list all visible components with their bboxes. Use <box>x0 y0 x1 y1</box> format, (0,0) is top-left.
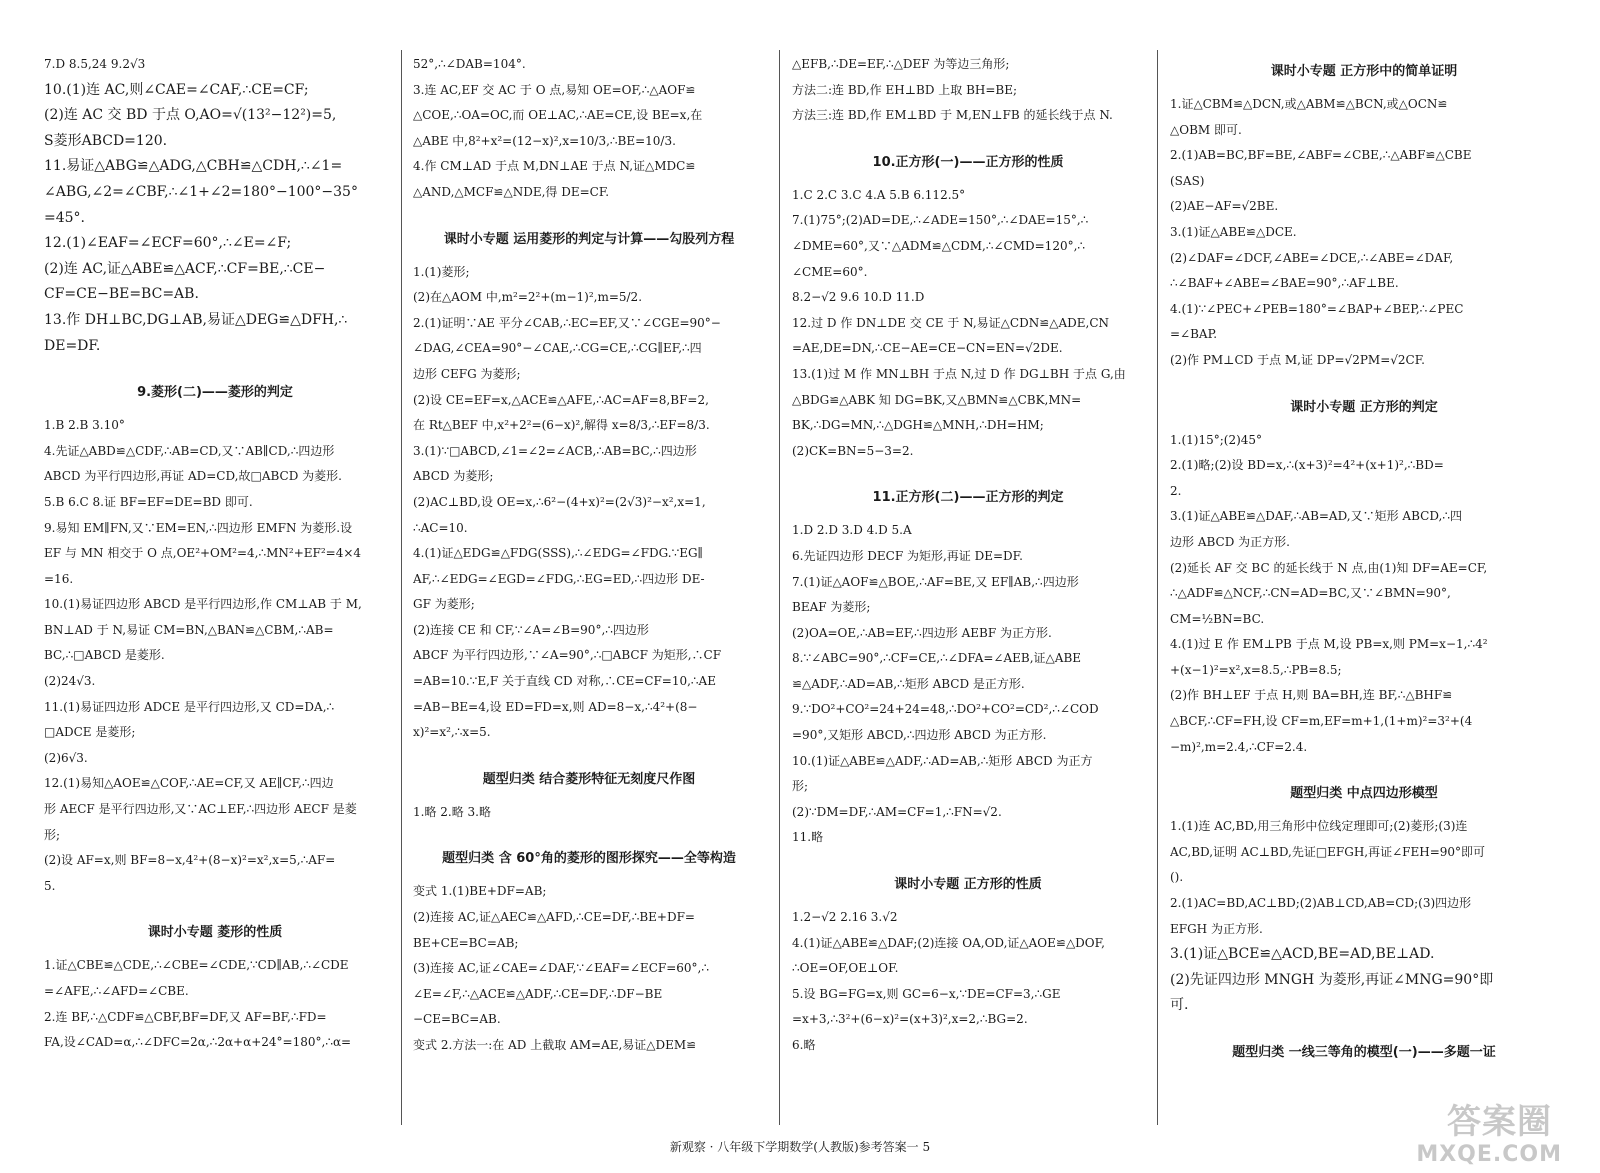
answer-line: ∠ABG,∠2=∠CBF,∴∠1+∠2=180°−100°−35° <box>44 183 358 200</box>
answer-line: 2.(1)略;(2)设 BD=x,∴(x+3)²=4²+(x+1)²,∴BD= <box>1170 458 1444 473</box>
answer-line: 5.设 BG=FG=x,则 GC=6−x,∵DE=CF=3,∴GE <box>792 986 1061 1001</box>
answer-line: ∴AC=10. <box>413 520 468 535</box>
watermark-url: MXQE.COM <box>1416 1142 1562 1167</box>
answer-line: 7.(1)证△AOF≌△BOE,∴AF=BE,又 EF∥AB,∴四边形 <box>792 574 1079 589</box>
answer-line: 7.(1)75°;(2)AD=DE,∴∠ADE=150°,∴∠DAE=15°,∴ <box>792 213 1089 228</box>
answer-line: 1.(1)15°;(2)45° <box>1170 432 1263 447</box>
answer-line: 8.2−√2 9.6 10.D 11.D <box>792 290 925 305</box>
answer-line: 13.作 DH⊥BC,DG⊥AB,易证△DEG≌△DFH,∴ <box>44 311 348 328</box>
answer-line: 13.(1)过 M 作 MN⊥BH 于点 N,过 D 作 DG⊥BH 于点 G,由 <box>792 366 1126 381</box>
column-divider <box>401 50 402 1125</box>
answer-line: =AB=10.∵E,F 关于直线 CD 对称,∴CE=CF=10,∴AE <box>413 674 716 689</box>
answer-line: △BCF,∴CF=FH,设 CF=m,EF=m+1,(1+m)²=3²+(4 <box>1170 714 1473 729</box>
answer-line: (2)先证四边形 MNGH 为菱形,再证∠MNG=90°即 <box>1170 971 1494 988</box>
section-heading: 题型归类 结合菱形特征无刻度尺作图 <box>482 771 696 787</box>
answer-line: 4.(1)证△ABE≌△DAF;(2)连接 OA,OD,证△AOE≌△DOF, <box>792 935 1105 950</box>
answer-line: 1.D 2.D 3.D 4.D 5.A <box>792 523 912 538</box>
answer-line: BK,∴DG=MN,∴△DGH≌△MNH,∴DH=HM; <box>792 418 1044 433</box>
answer-line: 2.(1)AC=BD,AC⊥BD;(2)AB⊥CD,AB=CD;(3)四边形 <box>1170 896 1472 911</box>
answer-line: =16. <box>44 571 74 586</box>
answer-line: 边形 ABCD 为正方形. <box>1170 534 1290 549</box>
answer-line: (2)作 BH⊥EF 于点 H,则 BA=BH,连 BF,∴△BHF≌ <box>1170 688 1453 703</box>
answer-line: DE=DF. <box>44 337 101 354</box>
answer-line: △ABE 中,8²+x²=(12−x)²,x=10/3,∴BE=10/3. <box>413 133 676 148</box>
answer-line: ABCF 为平行四边形,∵∠A=90°,∴□ABCF 为矩形,∴CF <box>413 648 722 663</box>
column-4 <box>1170 52 1558 1124</box>
answer-line: EF 与 MN 相交于 O 点,OE²+OM²=4,∴MN²+EF²=4×4 <box>44 546 362 561</box>
answer-line: 4.(1)过 E 作 EM⊥PB 于点 M,设 PB=x,则 PM=x−1,∴4² <box>1170 637 1488 652</box>
answer-line: △OBM 即可. <box>1170 122 1242 137</box>
answer-line: (2)6√3. <box>44 750 88 765</box>
answer-line: 1.证△CBM≌△DCN,或△ABM≌△BCN,或△OCN≌ <box>1170 97 1448 111</box>
answer-line: △EFB,∴DE=EF,∴△DEF 为等边三角形; <box>792 57 1010 71</box>
answer-line: 4.先证△ABD≌△CDF,∴AB=CD,又∵AB∥CD,∴四边形 <box>44 443 335 458</box>
answer-line: (2)连接 CE 和 CF,∵∠A=∠B=90°,∴四边形 <box>413 622 649 637</box>
answer-line: △AND,△MCF≌△NDE,得 DE=CF. <box>413 184 610 199</box>
answer-line: 1.C 2.C 3.C 4.A 5.B 6.112.5° <box>792 187 966 202</box>
answer-line: BE+CE=BC=AB; <box>413 935 519 950</box>
answer-line: ∠DME=60°,又∵△ADM≌△CDM,∴∠CMD=120°,∴ <box>792 238 1086 253</box>
answer-line: □ADCE 是菱形; <box>44 725 136 740</box>
answer-line: 11.略 <box>792 830 824 845</box>
section-heading: 课时小专题 正方形的判定 <box>1290 399 1438 415</box>
answer-line: GF 为菱形; <box>413 597 475 612</box>
answer-line: 12.(1)易知△AOE≌△COF,∴AE=CF,又 AE∥CF,∴四边 <box>44 776 334 791</box>
answer-line: (2)∠DAF=∠DCF,∠ABE=∠DCE,∴∠ABE=∠DAF, <box>1170 250 1454 265</box>
answer-line: ABCD 为平行四边形,再证 AD=CD,故□ABCD 为菱形. <box>44 469 342 484</box>
answer-line: (2)OA=OE,∴AB=EF,∴四边形 AEBF 为正方形. <box>792 625 1052 640</box>
section-heading: 题型归类 含 60°角的菱形的图形探究——全等构造 <box>442 851 736 867</box>
answer-line: =∠BAP. <box>1170 327 1218 342</box>
answer-line: 6.先证四边形 DECF 为矩形,再证 DE=DF. <box>792 548 1023 563</box>
answer-line: 形; <box>44 827 61 842</box>
answer-line: (2)连 AC 交 BD 于点 O,AO=√(13²−12²)=5, <box>44 107 337 124</box>
answer-line: (2)AE−AF=√2BE. <box>1170 199 1279 214</box>
answer-line: ≌△ADF,∴AD=AB,∴矩形 ABCD 是正方形. <box>792 676 1025 691</box>
answer-line: 2. <box>1170 483 1182 498</box>
answer-line: 2.(1)证明∵AE 平分∠CAB,∴EC=EF,又∵∠CGE=90°− <box>413 315 721 330</box>
answer-line: 1.证△CBE≌△CDE,∴∠CBE=∠CDE,∵CD∥AB,∴∠CDE <box>44 958 349 973</box>
answer-line: 6.略 <box>792 1038 816 1052</box>
answer-line: (SAS) <box>1170 173 1205 188</box>
answer-line: =45°. <box>44 209 85 226</box>
answer-line: 2.连 BF,∴△CDF≌△CBF,BF=DF,又 AF=BF,∴FD= <box>44 1009 327 1024</box>
column-divider <box>1157 50 1158 1125</box>
answer-line: 变式 2.方法一:在 AD 上截取 AM=AE,易证△DEM≌ <box>413 1038 697 1052</box>
page-footer: 新观察 · 八年级下学期数学(人教版)参考答案一 5 <box>669 1140 931 1154</box>
answer-line: (2)∵DM=DF,∴AM=CF=1,∴FN=√2. <box>792 804 1002 819</box>
answer-line: (2)设 CE=EF=x,△ACE≌△AFE,∴AC=AF=8,BF=2, <box>413 392 709 407</box>
answer-line: 11.(1)易证四边形 ADCE 是平行四边形,又 CD=DA,∴ <box>44 699 335 714</box>
answer-line: △BDG≌△ABK 知 DG=BK,又△BMN≌△CBK,MN= <box>792 392 1082 407</box>
answer-line: −CE=BC=AB. <box>413 1012 501 1027</box>
answer-line: 3.(1)证△BCE≌△ACD,BE=AD,BE⊥AD. <box>1170 946 1435 963</box>
answer-line: 4.(1)∵∠PEC+∠PEB=180°=∠BAP+∠BEP,∴∠PEC <box>1170 301 1464 316</box>
section-heading: 课时小专题 正方形的性质 <box>894 877 1042 893</box>
answer-line: 3.(1)∵□ABCD,∠1=∠2=∠ACB,∴AB=BC,∴四边形 <box>413 443 697 458</box>
answer-line: ∴△ADF≌△NCF,∴CN=AD=BC,又∵∠BMN=90°, <box>1170 586 1451 601</box>
answer-line: 1.B 2.B 3.10° <box>44 418 125 433</box>
answer-line: 可. <box>1170 997 1189 1014</box>
column-3 <box>792 52 1144 1124</box>
answer-line: =∠AFE,∴∠AFD=∠CBE. <box>44 984 189 998</box>
answer-line: EFGH 为正方形. <box>1170 921 1263 936</box>
answer-line: =90°,又矩形 ABCD,∴四边形 ABCD 为正方形. <box>792 728 1047 743</box>
answer-line: −m)²,m=2.4,∴CF=2.4. <box>1170 739 1308 754</box>
answer-line: △COE,∴OA=OC,而 OE⊥AC,∴AE=CE,设 BE=x,在 <box>413 108 703 123</box>
answer-line: 12.(1)∠EAF=∠ECF=60°,∴∠E=∠F; <box>44 235 292 252</box>
answer-line: 方法二:连 BD,作 EH⊥BD 上取 BH=BE; <box>792 82 1018 97</box>
answer-line: (2)CK=BN=5−3=2. <box>792 443 914 458</box>
answer-line: (2)设 AF=x,则 BF=8−x,4²+(8−x)²=x²,x=5,∴AF= <box>44 853 336 868</box>
answer-line: 10.(1)易证四边形 ABCD 是平行四边形,作 CM⊥AB 于 M, <box>44 597 362 612</box>
answer-line: FA,设∠CAD=α,∴∠DFC=2α,∴2α+α+24°=180°,∴α= <box>44 1035 352 1050</box>
answer-line: ∠DAG,∠CEA=90°−∠CAE,∴CG=CE,∴CG∥EF,∴四 <box>413 341 702 356</box>
answer-line: (2)延长 AF 交 BC 的延长线于 N 点,由(1)知 DF=AE=CF, <box>1170 560 1488 575</box>
answer-line: 3.(1)证△ABE≌△DCE. <box>1170 224 1297 239</box>
answer-line: S菱形ABCD=120. <box>44 132 168 149</box>
answer-line: 2.(1)AB=BC,BF=BE,∠ABF=∠CBE,∴△ABF≌△CBE <box>1170 148 1472 163</box>
answer-line: 11.易证△ABG≌△ADG,△CBH≌△CDH,∴∠1= <box>44 158 343 175</box>
answer-line: (3)连接 AC,证∠CAE=∠DAF,∵∠EAF=∠ECF=60°,∴ <box>413 961 709 976</box>
section-heading: 课时小专题 菱形的性质 <box>147 925 283 941</box>
answer-line: 1.(1)连 AC,BD,用三角形中位线定理即可;(2)菱形;(3)连 <box>1170 819 1468 834</box>
answer-line: (2)连 AC,证△ABE≌△ACF,∴CF=BE,∴CE− <box>44 260 326 277</box>
answer-line: (2)作 PM⊥CD 于点 M,证 DP=√2PM=√2CF. <box>1170 352 1425 367</box>
answer-line: 1.2−√2 2.16 3.√2 <box>792 910 898 925</box>
answer-line: (2)AC⊥BD,设 OE=x,∴6²−(4+x)²=(2√3)²−x²,x=1, <box>413 494 706 509</box>
answer-line: 52°,∴∠DAB=104°. <box>413 57 526 71</box>
section-heading: 11.正方形(二)——正方形的判定 <box>872 490 1064 506</box>
section-heading: 9.菱形(二)——菱形的判定 <box>137 385 293 401</box>
answer-line: =x+3,∴3²+(6−x)²=(x+3)²,x=2,∴BG=2. <box>792 1012 1028 1027</box>
answer-line: ∴OE=OF,OE⊥OF. <box>792 961 899 976</box>
answer-line: BEAF 为菱形; <box>792 600 871 615</box>
answer-line: x)²=x²,∴x=5. <box>413 725 491 740</box>
answer-line: ∴∠BAF+∠ABE=∠BAE=90°,∴AF⊥BE. <box>1170 276 1399 291</box>
answer-line: 1.(1)菱形; <box>413 264 470 279</box>
answer-line: ∠CME=60°. <box>792 264 868 279</box>
answer-line: CM=½BN=BC. <box>1170 611 1265 626</box>
watermark-logo: 答案圈 <box>1447 1102 1552 1142</box>
answer-line: 在 Rt△BEF 中,x²+2²=(6−x)²,解得 x=8/3,∴EF=8/3. <box>413 418 710 433</box>
answer-line: 4.作 CM⊥AD 于点 M,DN⊥AE 于点 N,证△MDC≌ <box>413 159 696 174</box>
answer-line: 5.B 6.C 8.证 BF=EF=DE=BD 即可. <box>44 494 253 509</box>
answer-line: (2)24√3. <box>44 674 96 689</box>
answer-line: (). <box>1170 870 1184 885</box>
answer-line: +(x−1)²=x²,x=8.5,∴PB=8.5; <box>1170 662 1342 677</box>
column-divider <box>779 50 780 1125</box>
section-heading: 题型归类 中点四边形模型 <box>1290 786 1438 802</box>
answer-line: AC,BD,证明 AC⊥BD,先证□EFGH,再证∠FEH=90°即可 <box>1170 844 1486 859</box>
answer-line: (2)在△AOM 中,m²=2²+(m−1)²,m=5/2. <box>413 290 643 305</box>
answer-line: AF,∴∠EDG=∠EGD=∠FDG,∴EG=ED,∴四边形 DE- <box>413 571 705 586</box>
answer-line: 12.过 D 作 DN⊥DE 交 CE 于 N,易证△CDN≌△ADE,CN <box>792 315 1110 330</box>
answer-line: =AE,DE=DN,∴CE−AE=CE−CN=EN=√2DE. <box>792 341 1063 356</box>
answer-line: (2)连接 AC,证△AEC≌△AFD,∴CE=DF,∴BE+DF= <box>413 910 695 925</box>
column-1 <box>44 52 386 1124</box>
answer-line: ABCD 为菱形; <box>413 469 494 484</box>
answer-line: 形 AECF 是平行四边形,又∵AC⊥EF,∴四边形 AECF 是菱 <box>44 802 357 817</box>
answer-line: 8.∵∠ABC=90°,∴CF=CE,∴∠DFA=∠AEB,证△ABE <box>792 651 1082 666</box>
answer-line: ∠E=∠F,∴△ACE≌△ADF,∴CE=DF,∴DF−BE <box>413 986 663 1001</box>
column-2 <box>413 52 765 1124</box>
answer-line: 7.D 8.5,24 9.2√3 <box>44 57 146 71</box>
answer-line: 9.易知 EM∥FN,又∵EM=EN,∴四边形 EMFN 为菱形.设 <box>44 520 353 535</box>
answer-line: 10.(1)证△ABE≌△ADF,∴AD=AB,∴矩形 ABCD 为正方 <box>792 753 1093 768</box>
section-heading: 10.正方形(一)——正方形的性质 <box>872 154 1064 170</box>
answer-line: 边形 CEFG 为菱形; <box>413 366 521 381</box>
answer-line: 3.(1)证△ABE≌△DAF,∴AB=AD,又∵矩形 ABCD,∴四 <box>1170 509 1462 524</box>
answer-line: 4.(1)证△EDG≌△FDG(SSS),∴∠EDG=∠FDG.∵EG∥ <box>413 546 704 561</box>
section-heading: 课时小专题 正方形中的简单证明 <box>1270 64 1458 79</box>
answer-line: BN⊥AD 于 N,易证 CM=BN,△BAN≌△CBM,∴AB= <box>44 622 334 637</box>
answer-line: 形; <box>792 779 809 794</box>
answer-line: 10.(1)连 AC,则∠CAE=∠CAF,∴CE=CF; <box>44 81 309 98</box>
answer-line: 1.略 2.略 3.略 <box>413 804 491 819</box>
answer-line: 9.∵DO²+CO²=24+24=48,∴DO²+CO²=CD²,∴∠COD <box>792 702 1099 717</box>
answer-line: 变式 1.(1)BE+DF=AB; <box>413 884 547 899</box>
answer-line: =AB−BE=4,设 ED=FD=x,则 AD=8−x,∴4²+(8− <box>413 699 698 714</box>
answer-line: 3.连 AC,EF 交 AC 于 O 点,易知 OE=OF,∴△AOF≌ <box>413 82 696 97</box>
answer-line: CF=CE−BE=BC=AB. <box>44 286 199 303</box>
answer-line: BC,∴□ABCD 是菱形. <box>44 648 165 663</box>
section-heading: 题型归类 一线三等角的模型(一)——多题一证 <box>1232 1045 1496 1060</box>
section-heading: 课时小专题 运用菱形的判定与计算——勾股列方程 <box>443 231 735 247</box>
answer-line: 5. <box>44 878 56 893</box>
answer-line: 方法三:连 BD,作 EM⊥BD 于 M,EN⊥FB 的延长线于点 N. <box>792 108 1113 123</box>
